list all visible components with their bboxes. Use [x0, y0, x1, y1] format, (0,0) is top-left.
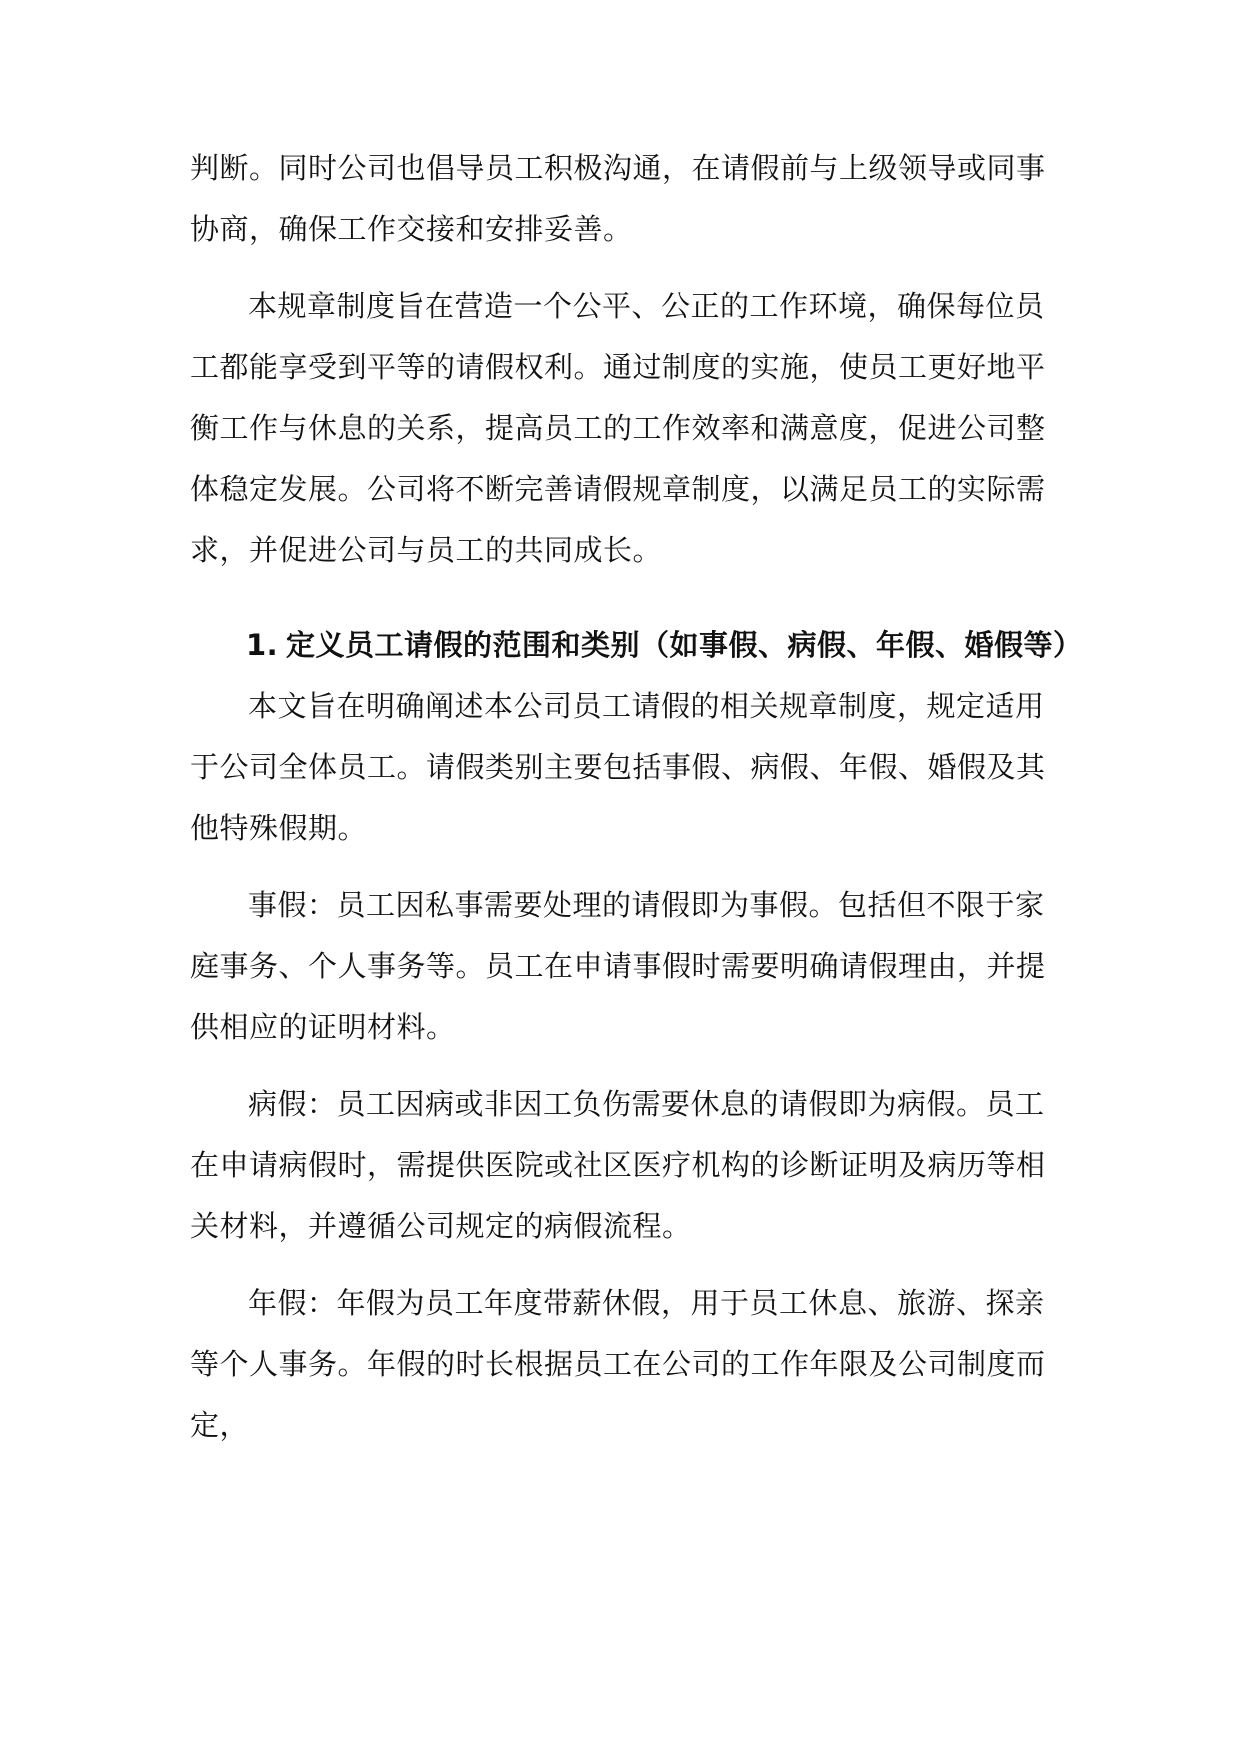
paragraph-personal-leave: 事假：员工因私事需要处理的请假即为事假。包括但不限于家庭事务、个人事务等。员工在申请事假时需要明确请假理由，并提供相应的证明材料。	[190, 888, 1046, 1044]
section-number: 1.	[246, 628, 279, 662]
paragraph-continuation: 判断。同时公司也倡导员工积极沟通，在请假前与上级领导或同事协商，确保工作交接和安排妥善。	[190, 151, 1046, 246]
document-body	[190, 138, 1083, 1456]
paragraph-purpose: 本规章制度旨在营造一个公平、公正的工作环境，确保每位员工都能享受到平等的请假权利。通过制度的实施，使员工更好地平衡工作与休息的关系，提高员工的工作效率和满意度，促进公司整体稳定发展。公司将不断完善请假规章制度，以满足员工的实际需求，并促进公司与员工的共同成长。	[190, 289, 1046, 567]
paragraph-annual-leave: 年假：年假为员工年度带薪休假，用于员工休息、旅游、探亲等个人事务。年假的时长根据员工在公司的工作年限及公司制度而定，	[190, 1286, 1046, 1442]
section-title: 定义员工请假的范围和类别（如事假、病假、年假、婚假等）	[286, 628, 1083, 662]
paragraph-scope: 本文旨在明确阐述本公司员工请假的相关规章制度，规定适用于公司全体员工。请假类别主要包括事假、病假、年假、婚假及其他特殊假期。	[190, 689, 1046, 845]
section-heading	[190, 615, 1083, 676]
paragraph-sick-leave: 病假：员工因病或非因工负伤需要休息的请假即为病假。员工在申请病假时，需提供医院或社区医疗机构的诊断证明及病历等相关材料，并遵循公司规定的病假流程。	[190, 1087, 1046, 1243]
